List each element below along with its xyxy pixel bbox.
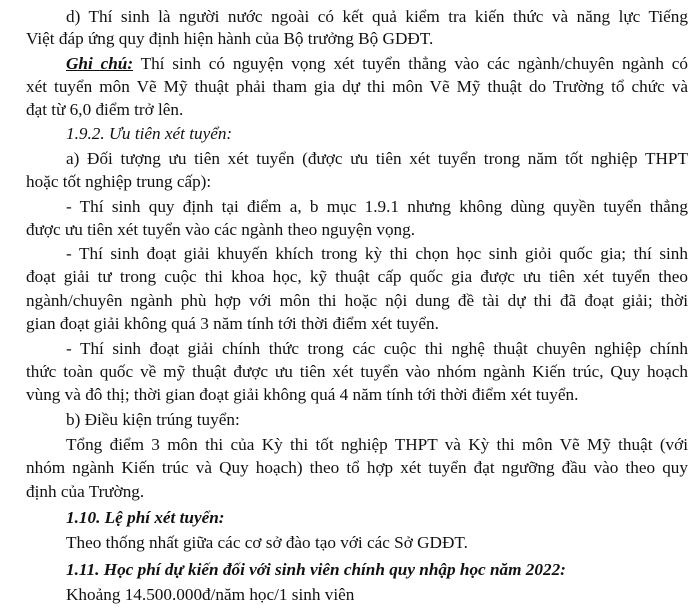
- note-line: đạt từ 6,0 điểm trở lên.: [26, 100, 184, 119]
- priority-item-line: - Thí sinh quy định tại điểm a, b mục 1.9.1 nhưng không dùng quyền tuyển thẳng: [66, 197, 688, 216]
- note-line: [66, 53, 688, 75]
- priority-a-line: hoặc tốt nghiệp trung cấp):: [26, 172, 212, 191]
- paragraph-d-line: d) Thí sinh là người nước ngoài có kết quả kiểm tra kiến thức và năng lực Tiếng: [66, 7, 688, 26]
- fee-text: Theo thống nhất giữa các cơ sở đào tạo với các Sở GDĐT.: [66, 533, 468, 552]
- priority-item-line: đoạt giải tư trong cuộc thi khoa học, kỹ thuật cấp quốc gia được ưu tiên xét tuyển theo: [26, 267, 688, 286]
- priority-item-line: - Thí sinh đoạt giải khuyến khích trong kỳ thi chọn học sinh giỏi quốc gia; thí sinh: [66, 244, 688, 263]
- admission-condition-heading: b) Điều kiện trúng tuyển:: [66, 410, 240, 429]
- priority-a-line: a) Đối tượng ưu tiên xét tuyển (được ưu tiên xét tuyển trong năm tốt nghiệp THPT: [66, 149, 688, 168]
- paragraph-d-line: Việt đáp ứng quy định hiện hành của Bộ trưởng Bộ GDĐT.: [26, 29, 434, 48]
- note-line: xét tuyển môn Vẽ Mỹ thuật phải tham gia dự thi môn Vẽ Mỹ thuật do Trường tổ chức và: [26, 77, 688, 96]
- priority-item-line: được ưu tiên xét tuyển vào các ngành theo nguyện vọng.: [26, 220, 416, 239]
- note-text: Thí sinh có nguyện vọng xét tuyển thẳng vào các ngành/chuyên ngành có: [133, 54, 688, 73]
- priority-item-line: thức toàn quốc về mỹ thuật được ưu tiên xét tuyển vào nhóm ngành Kiến trúc, Quy hoạch: [26, 362, 688, 381]
- admission-condition-line: nhóm ngành Kiến trúc và Quy hoạch) theo tổ hợp xét tuyển đạt ngưỡng đầu vào theo quy: [26, 458, 688, 477]
- admission-condition-line: Tổng điểm 3 môn thi của Kỳ thi tốt nghiệp THPT và Kỳ thi môn Vẽ Mỹ thuật (với: [66, 435, 688, 454]
- priority-item-line: vùng và đô thị; thời gian đoạt giải không quá 4 năm tính tới thời điểm xét tuyển.: [26, 385, 579, 404]
- admission-condition-line: định của Trường.: [26, 482, 145, 501]
- section-heading-1-11: 1.11. Học phí dự kiến đối với sinh viên chính quy nhập học năm 2022:: [66, 560, 566, 579]
- priority-item-line: gian đoạt giải không quá 3 năm tính tới thời điểm xét tuyển.: [26, 314, 439, 333]
- section-heading-1-9-2: 1.9.2. Ưu tiên xét tuyển:: [66, 124, 233, 143]
- priority-item-line: - Thí sinh đoạt giải chính thức trong các cuộc thi nghệ thuật chuyên nghiệp chính: [66, 339, 688, 358]
- priority-item-line: ngành/chuyên ngành phù hợp với môn thi hoặc nội dung đề tài dự thi đã đoạt giải; thời: [26, 291, 688, 310]
- section-heading-1-10: 1.10. Lệ phí xét tuyển:: [66, 508, 225, 527]
- tuition-text: Khoảng 14.500.000đ/năm học/1 sinh viên: [66, 585, 355, 604]
- note-label: Ghi chú:: [66, 54, 134, 73]
